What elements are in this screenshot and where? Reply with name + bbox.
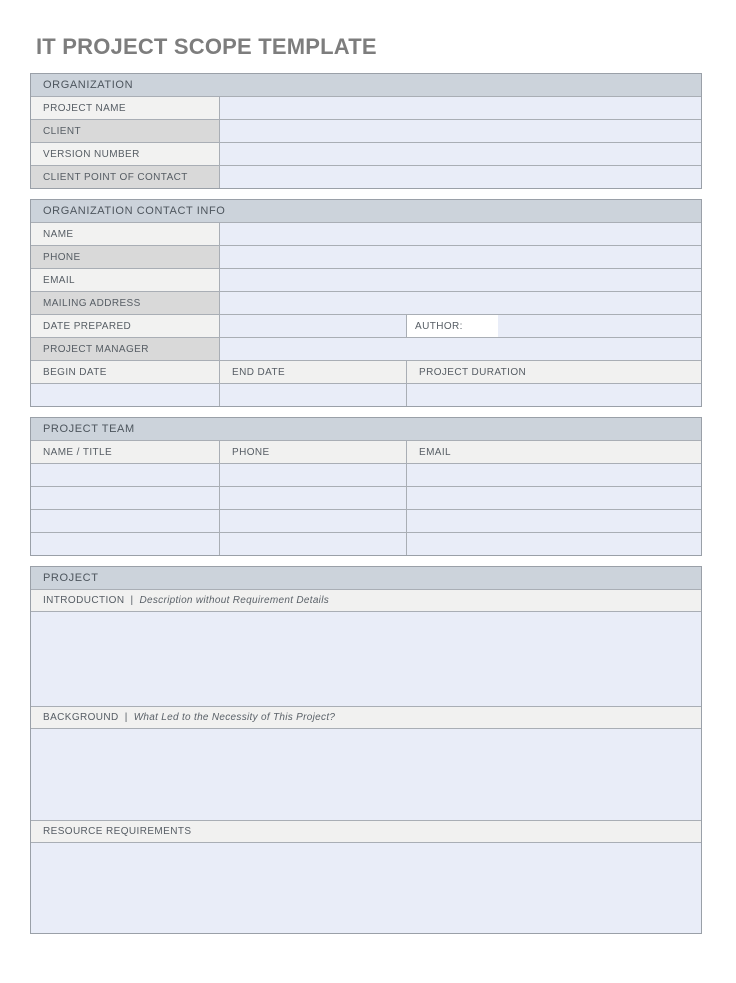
table-row xyxy=(31,142,701,165)
phone-label: PHONE xyxy=(31,246,220,268)
resource-requirements-label-row xyxy=(31,820,701,842)
author-label: AUTHOR: xyxy=(407,315,498,337)
project-manager-input[interactable] xyxy=(220,338,701,360)
contact-info-section-header: ORGANIZATION CONTACT INFO xyxy=(31,200,701,222)
project-name-label: PROJECT NAME xyxy=(31,97,220,119)
project-section-header: PROJECT xyxy=(31,567,701,589)
table-header-row xyxy=(31,440,701,463)
project-duration-column-header: PROJECT DURATION xyxy=(407,361,701,383)
introduction-textarea[interactable] xyxy=(31,611,701,706)
team-row xyxy=(31,532,701,555)
organization-section-header: ORGANIZATION xyxy=(31,74,701,96)
email-column-header: EMAIL xyxy=(407,441,701,463)
mailing-address-input[interactable] xyxy=(220,292,701,314)
project-section xyxy=(30,566,702,934)
table-row xyxy=(31,337,701,360)
email-label: EMAIL xyxy=(31,269,220,291)
table-row xyxy=(31,291,701,314)
client-point-of-contact-label: CLIENT POINT OF CONTACT xyxy=(31,166,220,188)
client-input[interactable] xyxy=(220,120,701,142)
team-phone-input[interactable] xyxy=(220,464,407,486)
team-row xyxy=(31,509,701,532)
mailing-address-label: MAILING ADDRESS xyxy=(31,292,220,314)
begin-date-input[interactable] xyxy=(31,384,220,406)
team-phone-input[interactable] xyxy=(220,510,407,532)
table-row xyxy=(31,268,701,291)
version-number-input[interactable] xyxy=(220,143,701,165)
background-textarea[interactable] xyxy=(31,728,701,820)
table-row xyxy=(31,245,701,268)
introduction-subtitle: Description without Requirement Details xyxy=(139,595,330,606)
background-subtitle: What Led to the Necessity of This Project? xyxy=(133,712,336,723)
team-email-input[interactable] xyxy=(407,510,701,532)
client-label: CLIENT xyxy=(31,120,220,142)
project-team-section xyxy=(30,417,702,556)
end-date-input[interactable] xyxy=(220,384,407,406)
project-duration-input[interactable] xyxy=(407,384,701,406)
author-input[interactable] xyxy=(498,315,701,337)
table-row xyxy=(31,360,701,383)
table-row xyxy=(31,222,701,245)
team-row xyxy=(31,463,701,486)
begin-date-column-header: BEGIN DATE xyxy=(31,361,220,383)
project-manager-label: PROJECT MANAGER xyxy=(31,338,220,360)
team-phone-input[interactable] xyxy=(220,533,407,555)
resource-requirements-label: RESOURCE REQUIREMENTS xyxy=(43,826,192,837)
table-row xyxy=(31,165,701,188)
introduction-label: INTRODUCTION xyxy=(43,595,125,606)
background-label: BACKGROUND xyxy=(43,712,119,723)
version-number-label: VERSION NUMBER xyxy=(31,143,220,165)
project-team-section-header: PROJECT TEAM xyxy=(31,418,701,440)
team-phone-input[interactable] xyxy=(220,487,407,509)
table-row xyxy=(31,314,701,337)
name-title-column-header: NAME / TITLE xyxy=(31,441,220,463)
contact-info-section xyxy=(30,199,702,407)
separator: | xyxy=(130,595,134,606)
author-cell xyxy=(407,315,701,337)
table-row xyxy=(31,383,701,406)
project-name-input[interactable] xyxy=(220,97,701,119)
end-date-column-header: END DATE xyxy=(220,361,407,383)
organization-section xyxy=(30,73,702,189)
team-name-input[interactable] xyxy=(31,464,220,486)
page-title: IT PROJECT SCOPE TEMPLATE xyxy=(36,34,377,59)
resource-requirements-textarea[interactable] xyxy=(31,842,701,933)
team-name-input[interactable] xyxy=(31,487,220,509)
email-input[interactable] xyxy=(220,269,701,291)
table-row xyxy=(31,119,701,142)
introduction-label-row xyxy=(31,589,701,611)
team-name-input[interactable] xyxy=(31,533,220,555)
client-point-of-contact-input[interactable] xyxy=(220,166,701,188)
name-input[interactable] xyxy=(220,223,701,245)
date-prepared-input[interactable] xyxy=(220,315,407,337)
team-email-input[interactable] xyxy=(407,464,701,486)
background-label-row xyxy=(31,706,701,728)
team-row xyxy=(31,486,701,509)
phone-column-header: PHONE xyxy=(220,441,407,463)
team-name-input[interactable] xyxy=(31,510,220,532)
table-row xyxy=(31,96,701,119)
document-content xyxy=(30,34,702,944)
date-prepared-label: DATE PREPARED xyxy=(31,315,220,337)
phone-input[interactable] xyxy=(220,246,701,268)
name-label: NAME xyxy=(31,223,220,245)
team-email-input[interactable] xyxy=(407,487,701,509)
team-email-input[interactable] xyxy=(407,533,701,555)
separator: | xyxy=(124,712,128,723)
